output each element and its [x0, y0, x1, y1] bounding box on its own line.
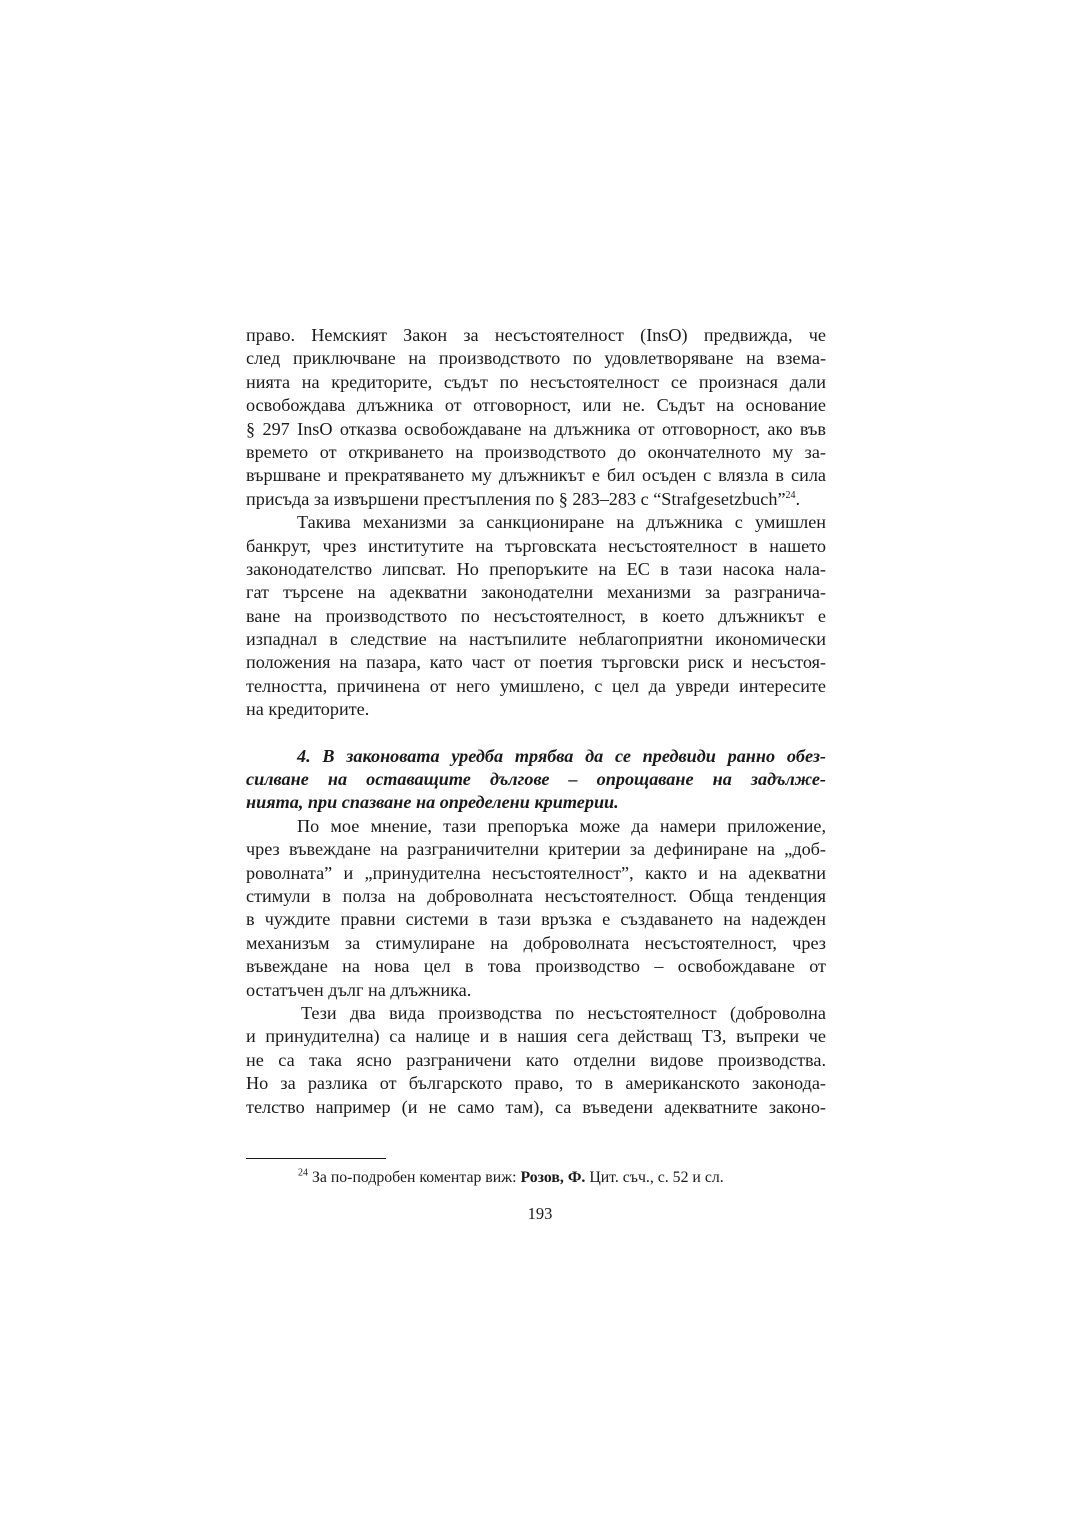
- footnote-number: 24: [298, 1167, 308, 1179]
- text-line: изпаднал в следствие на настъпилите неблагоприятни икономически: [246, 629, 826, 650]
- text-line: механизъм за стимулиране на доброволната несъстоятелност, чрез: [246, 932, 826, 953]
- footnote: [298, 1168, 724, 1188]
- text-line: банкрут, чрез институтите на търговската несъстоятелност в нашето: [246, 535, 826, 556]
- footnote-text-after: Цит. съч., с. 52 и сл.: [589, 1169, 724, 1186]
- page-number: 193: [527, 1204, 553, 1223]
- text-line: въвеждане на нова цел в това производство – освобождаване от: [246, 956, 826, 977]
- text-line: Тези два вида производства по несъстоятелност (доброволна: [301, 1002, 826, 1023]
- text-line: телство например (и не само там), са въведени адекватните законо-: [246, 1096, 826, 1117]
- text-line: роволната” и „принудителна несъстоятелност”, както и на адекватни: [246, 862, 826, 883]
- section-heading: [246, 745, 826, 815]
- footnote-reference: 24: [785, 489, 796, 501]
- paragraph-2: [246, 511, 826, 722]
- text-line: Но за разлика от българското право, то в американското законода-: [246, 1073, 826, 1094]
- sentence-end: .: [795, 488, 801, 509]
- text-line: в чуждите правни системи в тази връзка е създаването на надежден: [246, 909, 826, 930]
- text-line: ване на производството по несъстоятелност, в което длъжникът е: [246, 605, 826, 626]
- text-line: право. Немският Закон за несъстоятелност (InsO) предвижда, че: [246, 325, 826, 345]
- main-text: [246, 324, 826, 1119]
- text-line: стимули в полза на доброволната несъстоятелност. Обща тенденция: [246, 885, 826, 906]
- heading-line: 4. В законовата уредба трябва да се предвиди ранно обез-: [297, 745, 826, 766]
- text-line: времето от откриването на производството до окончателното му за-: [246, 441, 826, 462]
- footnote-author: Розов, Ф.: [520, 1169, 586, 1186]
- text-line: Такива механизми за санкциониране на длъжника с умишлен: [297, 512, 826, 533]
- text-line: чрез въвеждане на разграничителни критерии за дефиниране на „доб-: [246, 839, 826, 860]
- text-line-content: присъда за извършени престъпления по § 283–283 с “Strafgesetzbuch”: [246, 488, 786, 509]
- text-line: след приключване на производството по удовлетворяване на взема-: [246, 348, 826, 369]
- text-line: вършване и прекратяването му длъжникът е бил осъден с влязла в сила: [246, 465, 826, 486]
- section-gap: [246, 722, 826, 745]
- text-line: гат търсене на адекватни законодателни механизми за разгранича-: [246, 582, 826, 603]
- footnote-text-before: За по-подробен коментар виж:: [311, 1169, 517, 1186]
- text-line: остатъчен дълг на длъжника.: [246, 979, 472, 1000]
- text-line: освобождава длъжника от отговорност, или не. Съдът на основание: [246, 395, 826, 416]
- text-line: По мое мнение, тази препоръка може да намери приложение,: [297, 815, 826, 836]
- text-line: на кредиторите.: [246, 699, 370, 720]
- text-line: и принудителна) са налице и в нашия сега действащ ТЗ, въпреки че: [246, 1026, 826, 1047]
- paragraph-4: [246, 1002, 826, 1119]
- heading-line: силване на оставащите дългове – опрощаване на задълже-: [246, 769, 826, 790]
- text-line: законодателство липсват. Но препоръките на ЕС в тази насока нала-: [246, 558, 826, 579]
- footnote-divider: [246, 1158, 386, 1159]
- heading-line: нията, при спазване на определени критерии.: [246, 792, 619, 813]
- text-line: телността, причинена от него умишлено, с цел да увреди интересите: [246, 675, 826, 696]
- text-line: § 297 InsO отказва освобождаване на длъжника от отговорност, ако във: [246, 418, 826, 439]
- text-line: не са така ясно разграничени като отделни видове производства.: [246, 1049, 826, 1070]
- text-line: положения на пазара, като част от поетия търговски риск и несъстоя-: [246, 652, 826, 673]
- paragraph-1: [246, 324, 826, 511]
- paragraph-3: [246, 815, 826, 1002]
- text-line: [246, 488, 826, 511]
- text-line: нията на кредиторите, съдът по несъстоятелност се произнася дали: [246, 371, 826, 392]
